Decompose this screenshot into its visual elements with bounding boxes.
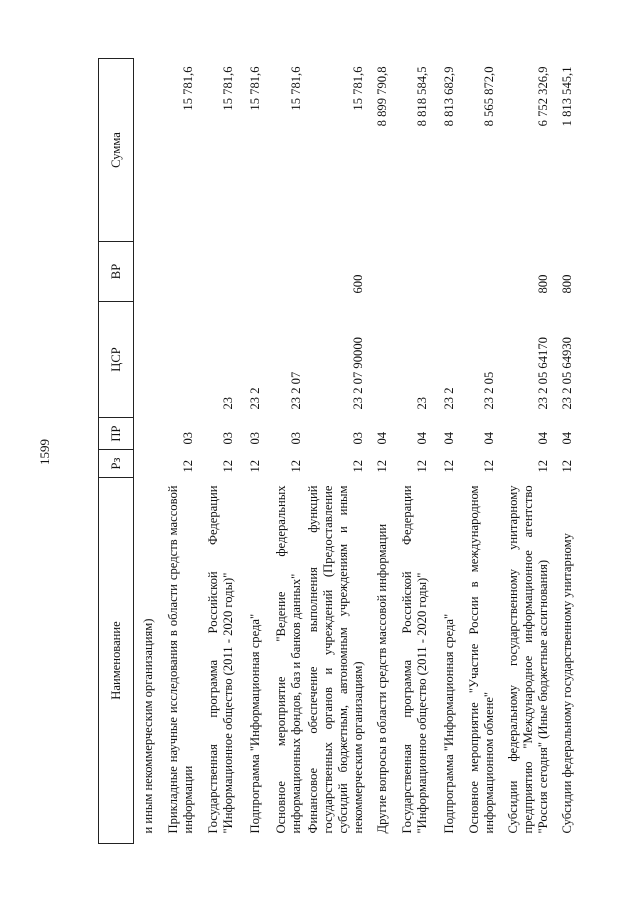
row-name: Финансовое обеспечение выполнения функций государственных органов и учреждений (Предоставление субсидий бюджетным, автономным учреждениям и иным некоммерческим организациям) xyxy=(305,485,365,834)
table-row xyxy=(238,59,265,844)
row-csr: 23 2 05 xyxy=(481,371,496,410)
page-number: 1599 xyxy=(37,439,52,465)
row-vr xyxy=(459,242,499,302)
row-csr: 23 xyxy=(414,396,429,410)
row-rz: 12 xyxy=(481,459,496,473)
row-sum: 6 752 326,9 xyxy=(535,66,550,127)
table-row xyxy=(134,59,158,844)
row-vr xyxy=(134,242,158,302)
table-row xyxy=(368,59,392,844)
row-vr xyxy=(368,242,392,302)
row-rz xyxy=(134,450,158,478)
row-vr xyxy=(432,242,459,302)
col-pr-header: ПР xyxy=(99,418,134,450)
row-rz: 12 xyxy=(350,459,365,473)
row-pr: 04 xyxy=(374,431,389,445)
row-pr: 03 xyxy=(288,431,303,445)
row-name: Основное мероприятие "Ведение федеральных информационных фондов, баз и банков данных" xyxy=(273,485,303,834)
col-csr-header: ЦСР xyxy=(99,302,134,418)
row-vr xyxy=(198,242,238,302)
row-pr: 03 xyxy=(180,431,195,445)
row-pr: 04 xyxy=(559,431,574,445)
table-row xyxy=(432,59,459,844)
row-pr: 04 xyxy=(535,431,550,445)
row-pr xyxy=(134,418,158,450)
row-vr xyxy=(265,242,306,302)
row-rz: 12 xyxy=(535,459,550,473)
row-name: Подпрограмма "Информационная среда" xyxy=(247,613,262,834)
row-csr: 23 xyxy=(220,396,235,410)
row-name: Субсидии федеральному государственному унитарному xyxy=(559,533,574,834)
row-rz: 12 xyxy=(559,459,574,473)
row-sum: 15 781,6 xyxy=(180,66,195,111)
row-rz: 12 xyxy=(288,459,303,473)
row-csr xyxy=(368,302,392,418)
row-name: Прикладные научные исследования в области средств массовой информации xyxy=(165,485,195,834)
table-row xyxy=(198,59,238,844)
row-rz: 12 xyxy=(441,459,456,473)
row-csr: 23 2 07 90000 xyxy=(350,337,365,410)
row-name: Подпрограмма "Информационная среда" xyxy=(441,613,456,834)
budget-table xyxy=(98,58,577,844)
col-rz-header: Рз xyxy=(99,450,134,478)
row-sum xyxy=(134,59,158,242)
row-rz: 12 xyxy=(247,459,262,473)
row-csr: 23 2 xyxy=(441,387,456,410)
row-vr xyxy=(392,242,432,302)
table-row xyxy=(392,59,432,844)
row-vr xyxy=(238,242,265,302)
table-header xyxy=(99,59,134,844)
row-csr: 23 2 07 xyxy=(288,371,303,410)
row-vr: 800 xyxy=(559,274,574,294)
row-sum: 8 565 872,0 xyxy=(481,66,496,127)
table-row xyxy=(499,59,553,844)
row-name: Государственная программа Российской Федерации "Информационное общество (2011 - 2020 годы)" xyxy=(205,485,235,834)
row-rz: 12 xyxy=(374,459,389,473)
table-row xyxy=(158,59,198,844)
table-row xyxy=(553,59,577,844)
row-csr: 23 2 xyxy=(247,387,262,410)
row-pr: 04 xyxy=(441,431,456,445)
row-sum: 8 899 790,8 xyxy=(374,66,389,127)
col-name-header: Наименование xyxy=(99,478,134,844)
row-vr xyxy=(158,242,198,302)
row-csr: 23 2 05 64930 xyxy=(559,337,574,410)
table-row xyxy=(306,59,368,844)
row-sum: 8 813 682,9 xyxy=(441,66,456,127)
row-rz: 12 xyxy=(180,459,195,473)
row-name: Государственная программа Российской Федерации "Информационное общество (2011 - 2020 годы)" xyxy=(399,485,429,834)
row-sum: 15 781,6 xyxy=(220,66,235,111)
table-row xyxy=(265,59,306,844)
row-csr xyxy=(158,302,198,418)
row-name: Основное мероприятие "Участие России в международном информационном обмене" xyxy=(466,485,496,834)
table-row xyxy=(459,59,499,844)
row-name: Другие вопросы в области средств массовой информации xyxy=(374,523,389,834)
row-name: Субсидии федеральному государственному унитарному предприятию "Международное информационное агентство "Россия сегодня" (Иные бюджетные ассигнования) xyxy=(505,485,550,834)
row-sum: 1 813 545,1 xyxy=(559,66,574,127)
row-rz: 12 xyxy=(414,459,429,473)
row-vr: 600 xyxy=(350,274,365,294)
row-vr: 800 xyxy=(535,274,550,294)
row-sum: 15 781,6 xyxy=(247,66,262,111)
col-vr-header: ВР xyxy=(99,242,134,302)
row-rz: 12 xyxy=(220,459,235,473)
row-pr: 04 xyxy=(481,431,496,445)
row-csr: 23 2 05 64170 xyxy=(535,337,550,410)
row-sum: 8 818 584,5 xyxy=(414,66,429,127)
row-sum: 15 781,6 xyxy=(350,66,365,111)
row-name: и иным некоммерческим организациям) xyxy=(140,618,155,834)
rotated-page xyxy=(98,59,640,844)
row-pr: 03 xyxy=(247,431,262,445)
row-pr: 03 xyxy=(350,431,365,445)
col-sum-header: Сумма xyxy=(99,59,134,242)
row-pr: 03 xyxy=(220,431,235,445)
row-csr xyxy=(134,302,158,418)
row-sum: 15 781,6 xyxy=(288,66,303,111)
row-pr: 04 xyxy=(414,431,429,445)
